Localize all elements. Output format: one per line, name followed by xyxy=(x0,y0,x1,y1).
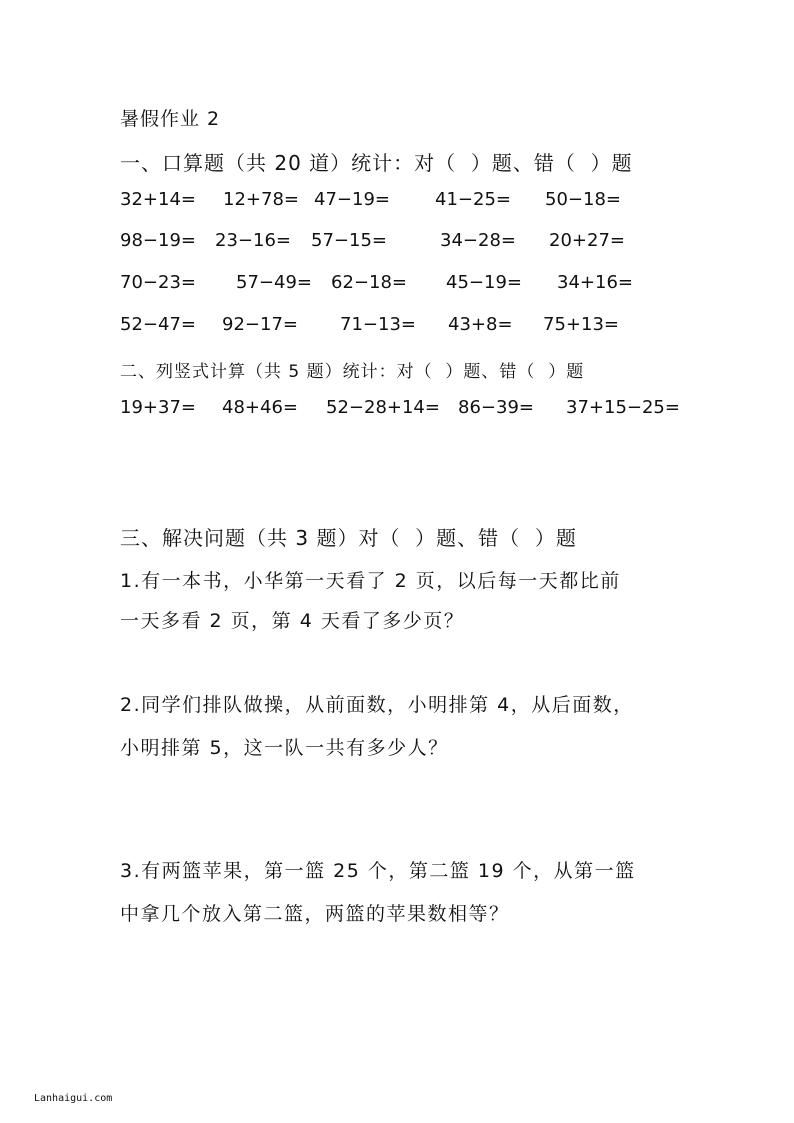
vertical-calc-item: 37+15−25= xyxy=(566,397,680,418)
oral-calc-item: 57−49= xyxy=(236,272,312,293)
oral-calc-item: 23−16= xyxy=(215,230,291,251)
vertical-calc-item: 48+46= xyxy=(222,397,298,418)
oral-calc-item: 52−47= xyxy=(120,314,196,335)
oral-calc-item: 92−17= xyxy=(222,314,298,335)
vertical-calc-row xyxy=(0,397,794,427)
section1-heading: 一、口算题（共 20 道）统计：对（ ）题、错（ ）题 xyxy=(120,151,633,175)
problem-3-line-1: 3.有两篮苹果，第一篮 25 个，第二篮 19 个，从第一篮 xyxy=(120,860,636,882)
oral-calc-row-2 xyxy=(0,230,794,260)
section2-heading: 二、列竖式计算（共 5 题）统计：对（ ）题、错（ ）题 xyxy=(120,362,585,382)
oral-calc-item: 41−25= xyxy=(435,189,511,210)
oral-calc-item: 43+8= xyxy=(448,314,513,335)
page-title: 暑假作业 2 xyxy=(120,108,221,130)
oral-calc-item: 50−18= xyxy=(545,189,621,210)
vertical-calc-item: 19+37= xyxy=(120,397,196,418)
footer-watermark: Lanhaigui.com xyxy=(34,1093,113,1104)
oral-calc-item: 34+16= xyxy=(557,272,633,293)
oral-calc-item: 12+78= xyxy=(223,189,299,210)
problem-1-line-1: 1.有一本书，小华第一天看了 2 页，以后每一天都比前 xyxy=(120,570,621,592)
oral-calc-item: 70−23= xyxy=(120,272,196,293)
problem-3-line-2: 中拿几个放入第二篮，两篮的苹果数相等？ xyxy=(120,903,510,925)
oral-calc-item: 75+13= xyxy=(543,314,619,335)
oral-calc-item: 62−18= xyxy=(331,272,407,293)
oral-calc-item: 71−13= xyxy=(340,314,416,335)
oral-calc-item: 47−19= xyxy=(314,189,390,210)
oral-calc-row-4 xyxy=(0,314,794,344)
oral-calc-row-1 xyxy=(0,189,794,219)
vertical-calc-item: 86−39= xyxy=(458,397,534,418)
oral-calc-item: 32+14= xyxy=(120,189,196,210)
oral-calc-item: 34−28= xyxy=(440,230,516,251)
oral-calc-row-3 xyxy=(0,272,794,302)
oral-calc-item: 98−19= xyxy=(120,230,196,251)
problem-2-line-2: 小明排第 5，这一队一共有多少人？ xyxy=(120,737,449,759)
oral-calc-item: 57−15= xyxy=(311,230,387,251)
oral-calc-item: 20+27= xyxy=(549,230,625,251)
problem-2-line-1: 2.同学们排队做操，从前面数，小明排第 4，从后面数， xyxy=(120,694,634,716)
problem-1-line-2: 一天多看 2 页，第 4 天看了多少页？ xyxy=(120,610,465,632)
vertical-calc-item: 52−28+14= xyxy=(326,397,440,418)
oral-calc-item: 45−19= xyxy=(446,272,522,293)
section3-heading: 三、解决问题（共 3 题）对（ ）题、错（ ）题 xyxy=(120,526,577,550)
